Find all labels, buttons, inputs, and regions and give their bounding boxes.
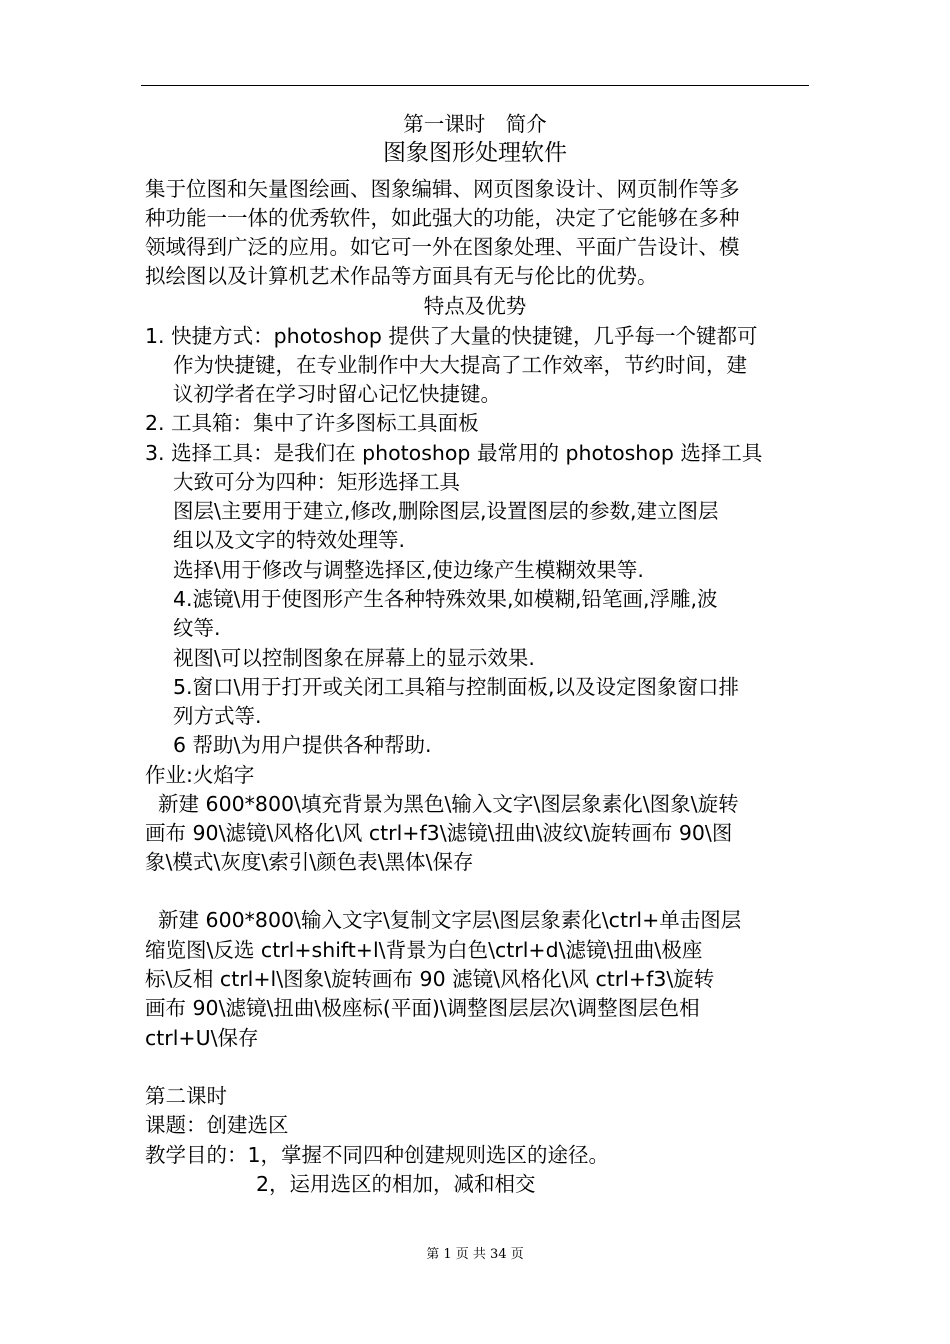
features-heading: 特点及优势: [423, 294, 527, 318]
homework-heading: 作业:火焰字: [145, 763, 255, 787]
list-item: 4.滤镜\用于使图形产生各种特殊效果,如模糊,铅笔画,浮雕,波: [173, 587, 718, 611]
page-subtitle: 图象图形处理软件: [383, 140, 567, 166]
homework-line: 象\模式\灰度\索引\颜色表\黑体\保存: [145, 850, 474, 874]
list-item: 图层\主要用于建立,修改,删除图层,设置图层的参数,建立图层: [173, 499, 719, 523]
homework-line: 画布 90\滤镜\扭曲\极座标(平面)\调整图层层次\调整图层色相: [145, 996, 700, 1020]
list-item: 组以及文字的特效处理等.: [173, 528, 406, 552]
lesson2-topic: 课题：创建选区: [145, 1113, 289, 1137]
intro-line: 领域得到广泛的应用。如它可一外在图象处理、平面广告设计、模: [145, 235, 740, 259]
intro-line: 集于位图和矢量图绘画、图象编辑、网页图象设计、网页制作等多: [145, 177, 740, 201]
list-item: 作为快捷键，在专业制作中大大提高了工作效率，节约时间，建: [173, 353, 747, 377]
list-item: 选择\用于修改与调整选择区,使边缘产生模糊效果等.: [173, 558, 644, 582]
intro-line: 拟绘图以及计算机艺术作品等方面具有无与伦比的优势。: [145, 264, 658, 288]
list-item: 议初学者在学习时留心记忆快捷键。: [173, 382, 501, 406]
list-item: 列方式等.: [173, 704, 262, 728]
homework-line: ctrl+U\保存: [145, 1026, 259, 1050]
page-title: 第一课时 简介: [403, 112, 547, 136]
lesson2-goal: 2，运用选区的相加，减和相交: [256, 1172, 536, 1196]
list-item: 5.窗口\用于打开或关闭工具箱与控制面板,以及设定图象窗口排: [173, 675, 739, 699]
lesson2-heading: 第二课时: [145, 1084, 227, 1108]
homework-line: 新建 600*800\填充背景为黑色\输入文字\图层象素化\图象\旋转: [145, 792, 739, 816]
lesson2-goal: 教学目的：1，掌握不同四种创建规则选区的途径。: [145, 1143, 610, 1167]
intro-line: 种功能一一体的优秀软件，如此强大的功能，决定了它能够在多种: [145, 206, 740, 230]
list-item: 大致可分为四种：矩形选择工具: [173, 470, 460, 494]
list-item: 3. 选择工具：是我们在 photoshop 最常用的 photoshop 选择工具: [145, 441, 763, 465]
homework-line: 画布 90\滤镜\风格化\风 ctrl+f3\滤镜\扭曲\波纹\旋转画布 90\图: [145, 821, 733, 845]
list-item: 2. 工具箱：集中了许多图标工具面板: [145, 411, 479, 435]
list-item: 纹等.: [173, 616, 221, 640]
header-rule: [141, 85, 809, 86]
list-item: 6 帮助\为用户提供各种帮助.: [173, 733, 432, 757]
homework-line: 标\反相 ctrl+l\图象\旋转画布 90 滤镜\风格化\风 ctrl+f3\旋转: [145, 967, 715, 991]
homework-line: 新建 600*800\输入文字\复制文字层\图层象素化\ctrl+单击图层: [145, 908, 742, 932]
homework-line: 缩览图\反选 ctrl+shift+l\背景为白色\ctrl+d\滤镜\扭曲\极座: [145, 938, 703, 962]
list-item: 视图\可以控制图象在屏幕上的显示效果.: [173, 646, 535, 670]
list-item: 1. 快捷方式：photoshop 提供了大量的快捷键，几乎每一个键都可: [145, 324, 758, 348]
page-footer: 第 1 页 共 34 页: [426, 1247, 524, 1262]
